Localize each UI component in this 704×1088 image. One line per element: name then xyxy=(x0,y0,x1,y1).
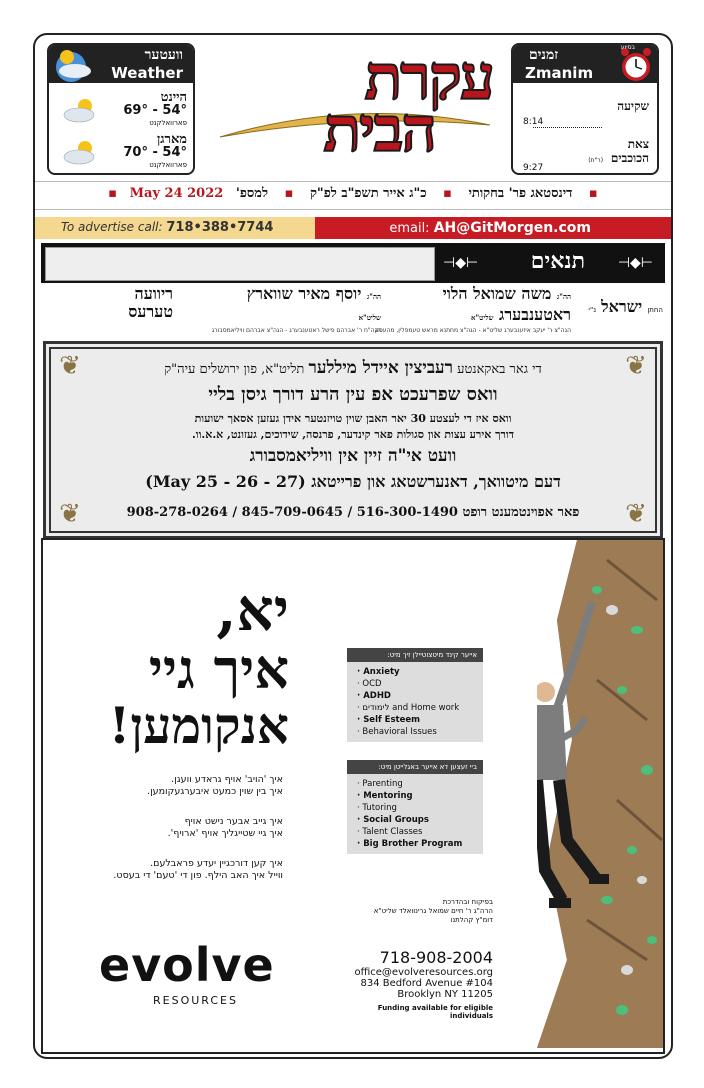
services-box-2 xyxy=(347,760,483,854)
service-item xyxy=(357,678,477,690)
zman-time: 8:14 xyxy=(523,117,544,127)
ad-line: ווייל איך האב הילף. פון די 'טעם' די בעסט. xyxy=(113,870,283,881)
secular-prefix: למספ' xyxy=(235,186,269,201)
email-strip xyxy=(315,217,671,239)
name-text: משה שמואל הלוי ראטענבערג xyxy=(442,284,571,324)
announce-line1 xyxy=(46,358,660,378)
text: תליט"א, פון ירושלים עיה"ק xyxy=(164,362,305,377)
contact-email: office@evolveresources.org xyxy=(354,967,493,978)
bullet: ▪ xyxy=(284,186,294,201)
rock-climber-image xyxy=(537,540,665,1048)
ad-headline-3: אנקומען! xyxy=(108,696,289,755)
service-label: · OCD xyxy=(357,679,382,689)
service-label: · Social Groups xyxy=(357,815,429,825)
partly-cloudy-icon xyxy=(61,139,101,165)
advertise-phone: 718•388•7744 xyxy=(166,220,274,235)
ad-line: איך בין שוין כמעט איבערגעקומען. xyxy=(147,786,283,797)
email-label: email: xyxy=(389,221,430,236)
email-address: AH@GitMorgen.com xyxy=(433,220,591,236)
service-item xyxy=(357,690,477,702)
advertise-strip xyxy=(35,217,315,239)
name-text: ריוועה טערעס xyxy=(128,284,173,321)
service-item xyxy=(357,714,477,726)
bullet: ▪ xyxy=(108,186,118,201)
services-list xyxy=(347,774,483,854)
service-label: · Mentoring xyxy=(357,791,413,801)
service-item xyxy=(357,838,477,850)
ad-line: איך גייב אבער נישט אויף xyxy=(184,816,283,827)
ad-line: איך גיי שטייגליך אויף 'ארויף'. xyxy=(167,828,283,839)
weather-day: מארגן xyxy=(156,132,187,147)
name-parent-1 xyxy=(374,284,571,334)
phone-numbers: 908-278-0264 / 845-709-0645 / 516-300-1490 xyxy=(126,505,458,520)
name-parent-2 xyxy=(211,284,381,334)
secular-date: May 24 2022 xyxy=(129,186,224,201)
name-subline: הגה"ח ר' אברהם פישל ראטענבערג - הגה"צ אברהם וויליאמסבורג xyxy=(211,327,381,334)
name-title: החתן xyxy=(647,306,663,314)
name-suffix: נ"י xyxy=(588,306,597,314)
service-label: · Tutoring xyxy=(357,803,397,813)
evolve-logo-sub: RESOURCES xyxy=(153,994,238,1007)
name-line xyxy=(231,285,381,327)
service-label: · Anxiety xyxy=(357,667,400,677)
service-label: · Behavioral Issues xyxy=(357,727,437,737)
services-list xyxy=(347,662,483,742)
text: די גאר באקאנטע xyxy=(457,362,542,377)
contact-address: Brooklyn NY 11205 xyxy=(397,989,493,1000)
name-line xyxy=(391,285,571,327)
service-label: · ADHD xyxy=(357,691,391,701)
tenaim-title: תנאים xyxy=(530,248,585,274)
name-text: יוסף מאיר שווארץ xyxy=(246,284,362,303)
weather-title-en: Weather xyxy=(111,64,183,82)
weather-temp: 69° - 54° xyxy=(123,103,187,118)
weather-cond: פארוואלקנט xyxy=(149,119,187,127)
announce-line3: וואס איז די לעצטע 30 יאר האבן שוין טויזנטער אידן געזען אסאך ישועות xyxy=(194,412,512,425)
rebbetzin-name: רעביצין איידל מיללער xyxy=(308,358,453,378)
contact-info xyxy=(343,948,493,1020)
masthead-logo xyxy=(205,41,505,181)
service-label: · Talent Classes xyxy=(357,827,423,837)
announce-line7 xyxy=(46,504,660,520)
partly-cloudy-icon xyxy=(61,97,101,123)
masthead-line2: הבית xyxy=(323,93,435,166)
dotted-leader xyxy=(533,127,602,128)
divider xyxy=(35,209,671,210)
weather-temp: 70° - 54° xyxy=(123,145,187,160)
weather-day: היינט xyxy=(160,90,187,105)
corner-ornament-icon: ❦ xyxy=(59,351,81,381)
contact-phone: 718-908-2004 xyxy=(379,948,493,967)
zmanim-sponsor: בסיוע xyxy=(620,44,635,51)
weather-today xyxy=(57,89,187,129)
weather-globe-icon xyxy=(47,47,95,85)
ad-line: איך 'הויב' אויף גראדע וועגן. xyxy=(171,774,283,785)
name-suffix: שליט"א xyxy=(471,313,494,322)
name-subline: הגה"צ ר' יעקב איזענבערג שליט"א - הגה"צ מחתנא מראש טעמפלין, מהעסק xyxy=(374,327,571,334)
ornament-icon: ⊣◆⊢ xyxy=(617,255,653,271)
name-title: הה"ג xyxy=(366,292,381,301)
services-header: אייער קינד מיטצוטיילן זיך מיט: xyxy=(347,648,483,662)
service-label: · Self Esteem xyxy=(357,715,420,725)
service-item xyxy=(357,814,477,826)
weather-header xyxy=(49,45,193,83)
divider xyxy=(35,181,671,182)
text: פאר אפוינטמענט רופט xyxy=(462,505,580,520)
announce-line5: וועט אי"ה זיין אין וויליאמסבורג xyxy=(249,446,457,466)
corner-ornament-icon: ❦ xyxy=(625,499,647,529)
ad-paragraph-3 xyxy=(53,858,283,882)
tenaim-bar xyxy=(41,243,665,283)
service-label: · Parenting xyxy=(357,779,403,789)
ad-headline-2: איך גיי xyxy=(148,637,289,701)
zmanim-title-en: Zmanim xyxy=(525,64,594,82)
parsha: דינסטאג פר' בחקותי xyxy=(468,186,573,201)
services-header: ביי זעצען דא אייער באגלייטן מיט: xyxy=(347,760,483,774)
tenaim-names xyxy=(43,285,663,333)
zmanim-header xyxy=(513,45,657,83)
ad-paragraph-1 xyxy=(53,774,283,798)
supervision xyxy=(343,898,493,925)
supervision-line: הרה"ג ר' חיים שמואל גרינוואלד שליט"א xyxy=(373,907,493,915)
corner-ornament-icon: ❦ xyxy=(59,499,81,529)
zmanim-title-yi: זמנים xyxy=(529,47,559,63)
ad-headline-1: יא, xyxy=(216,576,289,644)
zman-time: 9:27 xyxy=(523,163,544,173)
ad-paragraph-2 xyxy=(53,816,283,840)
ornament-icon: ⊣◆⊢ xyxy=(443,255,479,271)
weather-title-yi: וועטער xyxy=(144,47,183,63)
funding-note: Funding available for eligible individuals xyxy=(377,1004,493,1020)
zman-tzeis xyxy=(521,137,649,152)
hebrew-date: כ"ג אייר תשפ"ב לפ"ק xyxy=(309,186,427,201)
name-kallah xyxy=(93,285,173,321)
supervision-line: דומ"ץ קהלתנו xyxy=(450,916,493,924)
name-chosson xyxy=(583,297,663,316)
evolve-logo: evolve xyxy=(99,938,275,992)
contact-bar xyxy=(35,217,671,239)
name-suffix: שליט"א xyxy=(358,313,381,322)
weather-cond: פארוואלקנט xyxy=(149,161,187,169)
name-title: הה"ג xyxy=(556,292,571,301)
service-label: · לימודים and Home work xyxy=(357,703,460,713)
weather-box xyxy=(47,43,195,175)
announce-line6: דעם מיטוואך, דאנערשטאג און פרייטאג (May 25 - 26 - 27) xyxy=(145,472,561,491)
service-item xyxy=(357,666,477,678)
service-item xyxy=(357,726,477,738)
ad-line: איך קען דורכגיין יעדע פראבלעם. xyxy=(150,858,283,869)
masthead-line1: עקרת xyxy=(364,41,493,114)
tenaim-blank-field xyxy=(45,247,435,281)
name-text: ישראל xyxy=(601,297,643,316)
service-item xyxy=(357,778,477,790)
announcement-box xyxy=(43,341,663,539)
service-item xyxy=(357,790,477,802)
service-label: · Big Brother Program xyxy=(357,839,463,849)
services-box-1 xyxy=(347,648,483,742)
bullet: ▪ xyxy=(588,186,598,201)
email-text xyxy=(389,220,591,236)
evolve-ad xyxy=(41,538,665,1054)
corner-ornament-icon: ❦ xyxy=(625,351,647,381)
alarm-clock-icon xyxy=(617,47,655,83)
announce-line2: וואס שפרעכט אפ עין הרע דורך גיסן בליי xyxy=(208,384,498,405)
weather-tomorrow xyxy=(57,131,187,171)
bullet: ▪ xyxy=(443,186,452,201)
zman-shkia xyxy=(521,99,649,114)
zman-label: צאת xyxy=(627,137,649,151)
advertise-label: To advertise call: xyxy=(61,220,163,234)
supervision-line: בפיקוח ובהדרכת xyxy=(442,898,493,906)
zman-label: הכוכבים xyxy=(610,151,649,165)
service-item xyxy=(357,702,477,714)
zmanim-box xyxy=(511,43,659,175)
announce-line4: דורך אירע עצות און סגולות פאר קינדער, פרנסה, שידוכים, געזונט, א.א.וו. xyxy=(191,428,515,441)
zman-label: שקיעה xyxy=(617,99,649,113)
service-item xyxy=(357,826,477,838)
newspaper-page xyxy=(33,33,673,1059)
dateline xyxy=(49,185,657,207)
service-item xyxy=(357,802,477,814)
advertise-text xyxy=(61,220,273,235)
zman-note: (ר"ת) xyxy=(588,157,604,164)
contact-address: 834 Bedford Avenue #104 xyxy=(360,978,493,989)
